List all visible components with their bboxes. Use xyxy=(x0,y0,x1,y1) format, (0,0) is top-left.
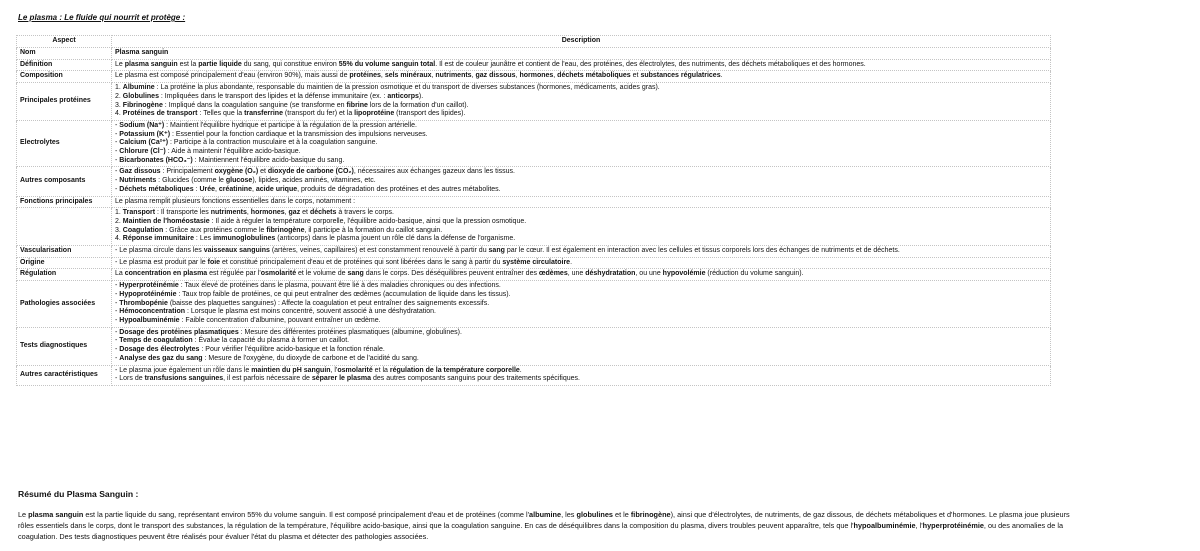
bold-term: 55% du volume sanguin total xyxy=(338,60,436,68)
text-run: : Impliqué dans la coagulation sanguine (se transforme en xyxy=(162,101,347,109)
bold-term: nutriments xyxy=(435,72,472,80)
text-run: : Mesure de l'oxygène, du dioxyde de carbone et de l'acidité du sang. xyxy=(202,354,419,362)
text-run: Le xyxy=(18,510,29,519)
table-row xyxy=(17,208,1051,246)
text-run: ), ainsi que d'électrolytes, de nutriments, de gaz dissous, de déchets métaboliques et d'hormones. Le plasma joue plusieurs rôles essentiels dans le corps, dont le transport des substances, la régulation de la température, l'équilibre acido-basique, ainsi que la coagulation sanguine. En cas de déséquilibres dans la composition du plasma, divers troubles peuvent apparaître, tels que l' xyxy=(18,510,1070,530)
bold-term: Maintien de l'homéostasie xyxy=(122,217,210,225)
bold-term: Transport xyxy=(122,209,156,217)
bold-term: Globulines xyxy=(122,92,159,100)
text-run: . xyxy=(570,258,573,266)
text-run: , xyxy=(284,209,289,217)
description-line xyxy=(115,346,1047,355)
text-run: - xyxy=(115,308,120,316)
text-run: : Pour vérifier l'équilibre acido-basique et la fonction rénale. xyxy=(199,346,385,354)
text-run: 3. xyxy=(115,226,123,234)
text-run: : Principalement xyxy=(160,168,215,176)
bold-term: Fibrinogène xyxy=(122,101,163,109)
description-line xyxy=(115,110,1047,119)
bold-term: hypovolémie xyxy=(662,270,706,278)
summary-paragraph xyxy=(18,510,1083,542)
text-run: 2. xyxy=(115,92,123,100)
aspect-cell xyxy=(17,208,112,246)
bold-term: hormones xyxy=(250,209,285,217)
description-cell xyxy=(112,327,1051,365)
text-run: : Essentiel pour la fonction cardiaque et la transmission des impulsions nerveuses. xyxy=(170,130,428,138)
bold-term: Hypoprotéinémie xyxy=(119,290,177,298)
text-run: : xyxy=(193,185,200,193)
bold-term: Réponse immunitaire xyxy=(122,235,194,243)
bold-term: plasma sanguin xyxy=(124,60,178,68)
description-line xyxy=(115,198,1047,207)
table-body xyxy=(17,48,1051,386)
text-run: - xyxy=(115,148,120,156)
description-cell xyxy=(112,71,1051,83)
text-run: - xyxy=(115,156,120,164)
text-run: 1. xyxy=(115,84,123,92)
text-run: : Les xyxy=(193,235,214,243)
text-run: : Lorsque le plasma est moins concentré, souvent associé à une déshydratation. xyxy=(185,308,436,316)
aspect-cell: Définition xyxy=(17,59,112,71)
text-run: : Taux trop faible de protéines, ce qui peut entraîner des œdèmes (accumulation de liquide dans les tissus). xyxy=(176,290,511,298)
bold-term: acide urique xyxy=(255,185,298,193)
text-run: : Maintient l'équilibre hydrique et participe à la régulation de la pression artérielle. xyxy=(164,121,417,129)
header-aspect: Aspect xyxy=(17,36,112,48)
bold-term: Potassium (K⁺) xyxy=(119,130,171,138)
description-cell xyxy=(112,48,1051,60)
bold-term: transferrine xyxy=(244,110,283,118)
text-run: , xyxy=(380,72,385,80)
text-run: - xyxy=(115,290,120,298)
text-run: - xyxy=(115,130,120,138)
text-run: Le plasma remplit plusieurs fonctions essentielles dans le corps, notamment : xyxy=(115,197,356,205)
bold-term: Déchets métaboliques xyxy=(119,185,194,193)
text-run: : Maintiennent l'équilibre acido-basique du sang. xyxy=(192,156,345,164)
aspect-cell: Régulation xyxy=(17,269,112,281)
text-run: . xyxy=(519,366,522,374)
bold-term: gaz dissous xyxy=(475,72,516,80)
bold-term: hormones xyxy=(519,72,554,80)
text-run: : Faible concentration d'albumine, pouvant entraîner un œdème. xyxy=(179,316,381,324)
bold-term: hyperprotéinémie xyxy=(922,520,984,530)
text-run: (transport des lipides). xyxy=(394,110,466,118)
description-cell xyxy=(112,257,1051,269)
text-run: : Taux élevé de protéines dans le plasma, pouvant être lié à des maladies chroniques ou des infections. xyxy=(178,282,501,290)
text-run: par le cœur. Il est également en interaction avec les cellules et tissus corporels lors des échanges de nutriments et de déchets. xyxy=(504,247,900,255)
bold-term: Calcium (Ca²⁺) xyxy=(119,139,169,147)
text-run: : Il transporte les xyxy=(155,209,211,217)
description-line xyxy=(115,308,1047,317)
text-run: , ou une xyxy=(635,270,663,278)
text-run: et xyxy=(300,209,310,217)
text-run: 4. xyxy=(115,235,123,243)
bold-term: substances régulatrices xyxy=(640,72,721,80)
description-line xyxy=(115,282,1047,291)
description-line xyxy=(115,157,1047,166)
text-run: lors de la formation d'un caillot). xyxy=(367,101,469,109)
bold-term: Dosage des électrolytes xyxy=(119,346,200,354)
bold-term: globulines xyxy=(576,510,613,519)
text-run: : Impliquées dans le transport des lipides et la défense immunitaire (ex. : xyxy=(158,92,388,100)
description-cell xyxy=(112,120,1051,167)
description-line xyxy=(115,300,1047,309)
bold-term: concentration en plasma xyxy=(124,270,208,278)
text-run: , les xyxy=(561,510,577,519)
text-run: (réduction du volume sanguin). xyxy=(705,270,804,278)
description-line xyxy=(115,61,1047,70)
bold-term: glucose xyxy=(225,177,253,185)
bold-term: Protéines de transport xyxy=(122,110,198,118)
text-run: 2. xyxy=(115,217,123,225)
bold-term: protéines xyxy=(349,72,381,80)
table-row xyxy=(17,71,1051,83)
text-run: ). xyxy=(418,92,424,100)
text-run: (anticorps) dans le plasma jouent un rôle clé dans la défense de l'organisme. xyxy=(275,235,516,243)
bold-term: système circulatoire xyxy=(502,258,571,266)
text-run: - Le plasma circule dans les xyxy=(115,247,204,255)
bold-term: fibrinogène xyxy=(630,510,671,519)
bold-term: Analyse des gaz du sang xyxy=(119,354,203,362)
text-run: est la partie liquide du sang, représentant environ 55% du volume sanguin. Il est composé principalement d'eau et de protéines (comme l' xyxy=(83,510,530,519)
text-run: , il participe à la formation du caillot sanguin. xyxy=(304,226,443,234)
text-run: - Lors de xyxy=(115,375,145,383)
bold-term: Urée xyxy=(199,185,216,193)
description-line xyxy=(115,375,1047,384)
text-run: - xyxy=(115,354,120,362)
table-row xyxy=(17,257,1051,269)
table-row xyxy=(17,48,1051,60)
description-line xyxy=(115,72,1047,81)
description-cell xyxy=(112,196,1051,208)
text-run: , l' xyxy=(915,520,923,530)
bold-term: régulation de la température corporelle xyxy=(389,366,520,374)
bold-term: Thrombopénie xyxy=(119,299,168,307)
bold-term: séparer le plasma xyxy=(311,375,372,383)
text-run: - xyxy=(115,177,120,185)
table-row xyxy=(17,83,1051,121)
text-run: et constitué principalement d'eau et de protéines qui sont libérées dans le sang à partir du xyxy=(220,258,503,266)
description-line xyxy=(115,291,1047,300)
text-run: ), lipides, acides aminés, vitamines, etc. xyxy=(252,177,376,185)
bold-term: fibrinogène xyxy=(266,226,305,234)
aspect-cell: Tests diagnostiques xyxy=(17,327,112,365)
text-run: du sang, qui constitue environ xyxy=(241,60,339,68)
text-run: et la xyxy=(372,366,390,374)
bold-term: déchets xyxy=(309,209,337,217)
text-run: des autres composants sanguins pour des traitements spécifiques. xyxy=(371,375,580,383)
description-line xyxy=(115,355,1047,364)
table-row xyxy=(17,281,1051,328)
bold-term: gaz xyxy=(288,209,301,217)
text-run: - xyxy=(115,121,120,129)
description-cell xyxy=(112,167,1051,196)
description-line xyxy=(115,139,1047,148)
text-run: et le volume de xyxy=(296,270,348,278)
description-line xyxy=(115,122,1047,131)
text-run: - xyxy=(115,337,120,345)
text-run: , xyxy=(553,72,558,80)
text-run: , xyxy=(431,72,436,80)
text-run: : Grâce aux protéines comme le xyxy=(163,226,267,234)
text-run: - xyxy=(115,346,120,354)
plasma-table xyxy=(16,35,1051,386)
bold-term: Plasma sanguin xyxy=(115,49,169,56)
bold-term: sang xyxy=(488,247,505,255)
description-line xyxy=(115,177,1047,186)
table-row xyxy=(17,327,1051,365)
description-cell xyxy=(112,83,1051,121)
aspect-cell: Electrolytes xyxy=(17,120,112,167)
text-run: - xyxy=(115,168,120,176)
aspect-cell: Vascularisation xyxy=(17,246,112,258)
bold-term: œdèmes xyxy=(538,270,568,278)
text-run: - xyxy=(115,185,120,193)
table-header-row xyxy=(17,36,1051,48)
bold-term: albumine xyxy=(529,510,562,519)
bold-term: Albumine xyxy=(122,84,155,92)
header-description: Description xyxy=(112,36,1051,48)
bold-term: Hyperprotéinémie xyxy=(119,282,179,290)
description-cell xyxy=(112,59,1051,71)
text-run: : Il aide à réguler la température corporelle, l'équilibre acido-basique, ainsi que la pression osmotique. xyxy=(209,217,527,225)
bold-term: immunoglobulines xyxy=(213,235,276,243)
text-run: - xyxy=(115,328,120,336)
bold-term: lipoprotéine xyxy=(354,110,395,118)
description-line xyxy=(115,227,1047,236)
aspect-cell: Fonctions principales xyxy=(17,196,112,208)
text-run: 1. xyxy=(115,209,123,217)
description-cell xyxy=(112,246,1051,258)
text-run: , il est parfois nécessaire de xyxy=(223,375,312,383)
text-run: - Le plasma est produit par le xyxy=(115,258,208,266)
bold-term: vaisseaux sanguins xyxy=(203,247,270,255)
table-row xyxy=(17,196,1051,208)
table-row xyxy=(17,365,1051,385)
text-run: - Le plasma joue également un rôle dans le xyxy=(115,366,252,374)
text-run: , xyxy=(515,72,520,80)
description-line xyxy=(115,49,1047,58)
table-row xyxy=(17,120,1051,167)
bold-term: sels minéraux xyxy=(384,72,432,80)
description-cell xyxy=(112,281,1051,328)
table-row xyxy=(17,59,1051,71)
table-row xyxy=(17,167,1051,196)
text-run: - xyxy=(115,299,120,307)
description-line xyxy=(115,131,1047,140)
text-run: 4. xyxy=(115,110,123,118)
bold-term: Gaz dissous xyxy=(119,168,161,176)
description-line xyxy=(115,186,1047,195)
text-run: à travers le corps. xyxy=(336,209,394,217)
bold-term: fibrine xyxy=(346,101,368,109)
text-run: , xyxy=(246,209,251,217)
bold-term: nutriments xyxy=(210,209,247,217)
bold-term: anticorps xyxy=(387,92,419,100)
text-run: : La protéine la plus abondante, responsable du maintien de la pression osmotique et du transport de diverses substances (hormones, médicaments, acides gras). xyxy=(154,84,660,92)
text-run: , xyxy=(471,72,476,80)
description-line xyxy=(115,317,1047,326)
bold-term: déchets métaboliques xyxy=(557,72,631,80)
bold-term: osmolarité xyxy=(337,366,373,374)
bold-term: transfusions sanguines xyxy=(144,375,224,383)
text-run: 3. xyxy=(115,101,123,109)
table-row xyxy=(17,246,1051,258)
bold-term: Coagulation xyxy=(122,226,164,234)
summary-heading: Résumé du Plasma Sanguin : xyxy=(18,489,139,499)
text-run: (transport du fer) et la xyxy=(282,110,355,118)
description-line xyxy=(115,235,1047,244)
bold-term: créatinine xyxy=(218,185,252,193)
text-run: Le xyxy=(115,60,125,68)
text-run: , une xyxy=(567,270,586,278)
bold-term: sang xyxy=(347,270,364,278)
aspect-cell: Nom xyxy=(17,48,112,60)
text-run: Le plasma est composé principalement d'eau (environ 90%), mais aussi de xyxy=(115,72,350,80)
text-run: : Aide à maintenir l'équilibre acido-basique. xyxy=(165,148,301,156)
bold-term: dioxyde de carbone (CO₂) xyxy=(267,168,354,176)
document-title: Le plasma : Le fluide qui nourrit et protège : xyxy=(18,13,186,22)
aspect-cell: Origine xyxy=(17,257,112,269)
text-run: : Telles que la xyxy=(197,110,245,118)
bold-term: Nutriments xyxy=(119,177,157,185)
aspect-cell: Pathologies associées xyxy=(17,281,112,328)
text-run: est régulée par l' xyxy=(207,270,261,278)
bold-term: hypoalbuminémie xyxy=(853,520,916,530)
text-run: et xyxy=(630,72,641,80)
text-run: - xyxy=(115,139,120,147)
description-line xyxy=(115,247,1047,256)
description-cell xyxy=(112,208,1051,246)
bold-term: déshydratation xyxy=(585,270,636,278)
text-run: , xyxy=(251,185,256,193)
bold-term: partie liquide xyxy=(198,60,242,68)
bold-term: Temps de coagulation xyxy=(119,337,193,345)
aspect-cell: Autres caractéristiques xyxy=(17,365,112,385)
description-line xyxy=(115,168,1047,177)
text-run: , xyxy=(215,185,219,193)
bold-term: Hémoconcentration xyxy=(119,308,186,316)
description-line xyxy=(115,337,1047,346)
text-run: - xyxy=(115,316,120,324)
text-run: : Évalue la capacité du plasma à former un caillot. xyxy=(192,337,350,345)
text-run: dans le corps. Des déséquilibres peuvent entraîner des xyxy=(363,270,539,278)
bold-term: plasma sanguin xyxy=(28,510,84,519)
description-line xyxy=(115,270,1047,279)
bold-term: Dosage des protéines plasmatiques xyxy=(119,328,239,336)
text-run: est la xyxy=(177,60,199,68)
table-row xyxy=(17,269,1051,281)
description-line xyxy=(115,218,1047,227)
description-line xyxy=(115,209,1047,218)
aspect-cell: Autres composants xyxy=(17,167,112,196)
bold-term: oxygène (O₂) xyxy=(214,168,259,176)
bold-term: maintien du pH sanguin xyxy=(251,366,331,374)
aspect-cell: Composition xyxy=(17,71,112,83)
text-run: (baisse des plaquettes sanguines) : Affecte la coagulation et peut entraîner des saignements excessifs. xyxy=(167,299,490,307)
description-line xyxy=(115,102,1047,111)
text-run: : Mesure des différentes protéines plasmatiques (albumine, globulines). xyxy=(238,328,462,336)
text-run: (artères, veines, capillaires) et est constamment renouvelé à partir du xyxy=(269,247,489,255)
text-run: , nécessaires aux échanges gazeux dans les tissus. xyxy=(353,168,515,176)
bold-term: Bicarbonates (HCO₃⁻) xyxy=(119,156,193,164)
text-run: : Participe à la contraction musculaire et à la coagulation sanguine. xyxy=(168,139,378,147)
bold-term: Sodium (Na⁺) xyxy=(119,121,165,129)
bold-term: Hypoalbuminémie xyxy=(119,316,180,324)
bold-term: Chlorure (Cl⁻) xyxy=(119,148,166,156)
description-cell xyxy=(112,365,1051,385)
description-line xyxy=(115,148,1047,157)
text-run: et le xyxy=(613,510,631,519)
text-run: - xyxy=(115,282,120,290)
description-line xyxy=(115,259,1047,268)
text-run: , produits de dégradation des protéines et des autres métabolites. xyxy=(297,185,501,193)
description-line xyxy=(115,93,1047,102)
text-run: La xyxy=(115,270,125,278)
text-run: et xyxy=(258,168,268,176)
text-run: . Il est de couleur jaunâtre et contient de l'eau, des protéines, des électrolytes, des nutriments, des déchets métaboliques et des hormones. xyxy=(435,60,866,68)
aspect-cell: Principales protéines xyxy=(17,83,112,121)
text-run: , ou des anomalies de la coagulation. Des tests diagnostiques peuvent être réalisés pour évaluer l'état du plasma et détecter des pathologies associées. xyxy=(18,520,1064,541)
bold-term: foie xyxy=(207,258,221,266)
text-run: . xyxy=(720,72,723,80)
description-cell xyxy=(112,269,1051,281)
description-line xyxy=(115,367,1047,376)
bold-term: osmolarité xyxy=(260,270,297,278)
description-line xyxy=(115,84,1047,93)
text-run: , l' xyxy=(330,366,338,374)
text-run: : Glucides (comme le xyxy=(156,177,226,185)
